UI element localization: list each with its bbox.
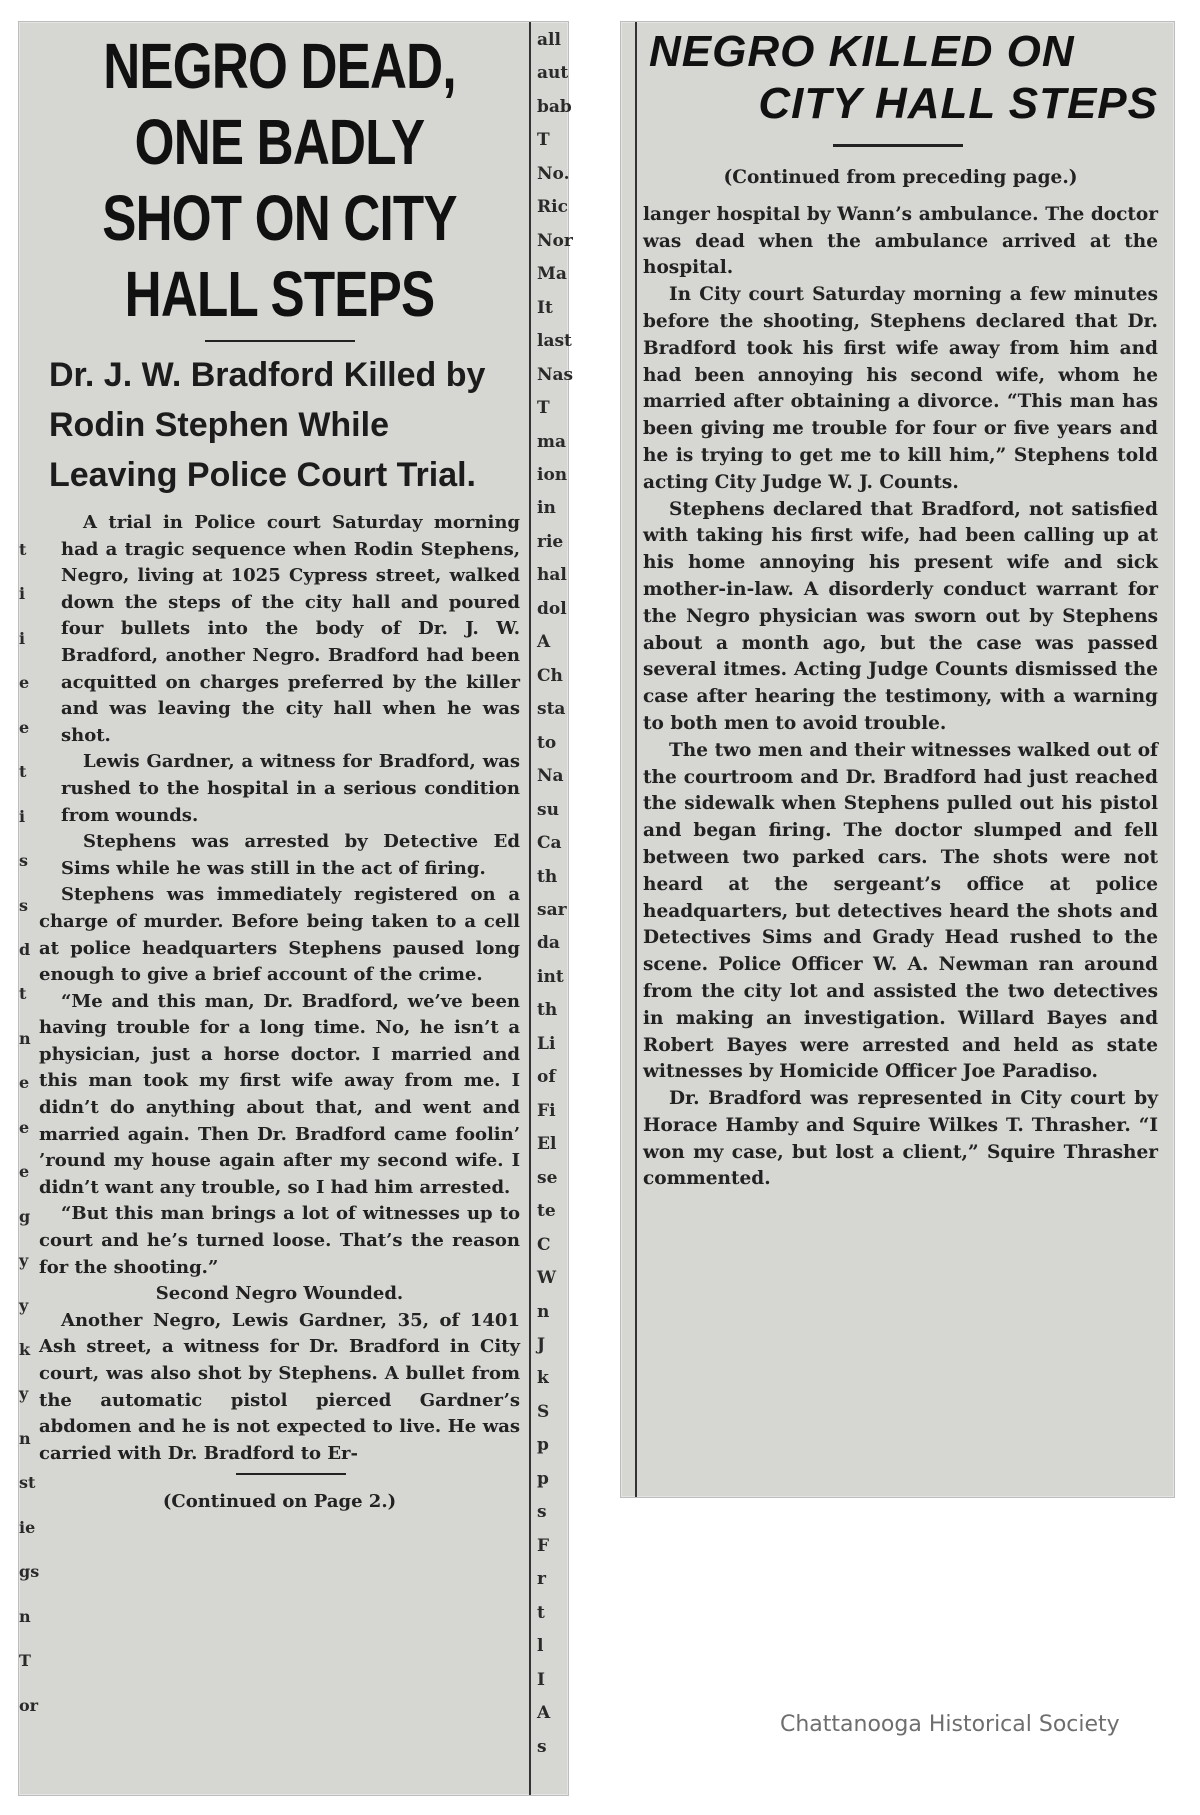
edge-fragment: n bbox=[537, 1301, 550, 1322]
edge-fragment: Ca bbox=[537, 833, 562, 854]
edge-fragment: te bbox=[537, 1201, 556, 1222]
continued-note: (Continued on Page 2.) bbox=[162, 1491, 397, 1513]
edge-fragment: Ma bbox=[537, 264, 567, 285]
right-headline-line-1: NEGRO KILLED ON bbox=[649, 27, 1075, 76]
edge-fragment: n bbox=[19, 1428, 31, 1448]
edge-fragment: s bbox=[19, 895, 29, 915]
right-paragraph: langer hospital by Wann’s ambulance. The doctor was dead when the ambulance arrived at the hospital. bbox=[643, 203, 1158, 279]
edge-fragment: to bbox=[537, 732, 557, 753]
edge-fragment: Fi bbox=[537, 1100, 556, 1121]
edge-fragment: sar bbox=[537, 900, 567, 920]
edge-fragment: It bbox=[537, 297, 553, 318]
edge-fragment: e bbox=[19, 1162, 30, 1182]
edge-fragment: bab bbox=[537, 96, 572, 117]
edge-fragment: Nas bbox=[537, 364, 574, 385]
edge-fragment: T bbox=[19, 1651, 31, 1671]
edge-fragment: se bbox=[537, 1167, 558, 1188]
edge-fragment: p bbox=[537, 1435, 549, 1456]
edge-fragment: sta bbox=[537, 699, 566, 720]
right-paragraph: In City court Saturday morning a few minutes before the shooting, Stephens declared that Dr. Bradford took his first wife away from him and had been annoying his second wife, whom he married after obtaining a divorce. “This man has been giving me trouble for four or five years and he is trying to get me to kill him,” Stephens told acting City Judge W. J. Counts. bbox=[643, 284, 1158, 493]
edge-fragment: i bbox=[19, 584, 26, 604]
right-neighbor-column-fragments bbox=[533, 22, 574, 1795]
left-paragraph: Stephens was arrested by Detective Ed Sims while he was still in the act of firing. bbox=[61, 831, 520, 879]
edge-fragment: T bbox=[537, 398, 550, 419]
edge-fragment: I bbox=[537, 1669, 545, 1690]
right-paragraph: The two men and their witnesses walked out of the courtroom and Dr. Bradford had just reached the sidewalk when Stephens pulled out his pistol and began firing. The doctor slumped and fell between two parked cars. The shots were not heard at the sergeant’s office at police headquarters, but detectives heard the shots and Detectives Sims and Grady Head rushed to the scene. Police Officer W. A. Newman ran around from the city lot and assisted the two detectives in making an investigation. Willard Bayes and Robert Bayes were arrested and held as state witnesses by Homicide Officer Joe Paradiso. bbox=[643, 739, 1158, 1083]
edge-fragment: s bbox=[537, 1502, 547, 1523]
edge-fragment: Na bbox=[537, 766, 564, 787]
left-story-body bbox=[39, 510, 520, 1516]
left-neighbor-column-fragments bbox=[19, 22, 40, 1795]
right-paragraph: Dr. Bradford was represented in City court by Horace Hamby and Squire Wilkes T. Thrasher. “I won my case, but lost a client,” Squire Thrasher commented. bbox=[643, 1088, 1158, 1190]
edge-fragment: El bbox=[537, 1134, 557, 1155]
edge-fragment: last bbox=[537, 331, 572, 352]
edge-fragment: s bbox=[19, 851, 29, 871]
edge-fragment: No. bbox=[537, 163, 570, 184]
edge-fragment: Nor bbox=[537, 230, 573, 251]
right-headline-line-2: CITY HALL STEPS bbox=[758, 79, 1158, 128]
left-clipping bbox=[18, 21, 574, 1796]
edge-fragment: i bbox=[19, 628, 26, 648]
edge-fragment: e bbox=[19, 1073, 30, 1093]
left-paragraph: Stephens was immediately registered on a charge of murder. Before being taken to a cell at police headquarters Stephens paused long enough to give a brief account of the crime. bbox=[39, 884, 520, 986]
headline-divider bbox=[205, 340, 355, 342]
left-paragraph: A trial in Police court Saturday morning had a tragic sequence when Rodin Stephens, Negro, living at 1025 Cypress street, walked down the steps of the city hall and poured four bullets into the body of Dr. J. W. Bradford, another Negro. Bradford had been acquitted on charges preferred by the killer and was leaving the city hall when he was shot. bbox=[61, 512, 520, 746]
edge-fragment: th bbox=[537, 1000, 558, 1021]
edge-fragment: t bbox=[19, 762, 27, 782]
edge-fragment: S bbox=[537, 1401, 550, 1422]
edge-fragment: st bbox=[19, 1473, 36, 1493]
edge-fragment: n bbox=[19, 1028, 31, 1048]
edge-fragment: J bbox=[537, 1335, 546, 1355]
edge-fragment: hal bbox=[537, 565, 567, 586]
edge-fragment: da bbox=[537, 933, 560, 954]
edge-fragment: y bbox=[19, 1251, 29, 1271]
edge-fragment: th bbox=[537, 866, 558, 887]
edge-fragment: Li bbox=[537, 1033, 556, 1054]
column-rule bbox=[635, 22, 637, 1497]
column-rule bbox=[529, 22, 531, 1795]
edge-fragment: aut bbox=[537, 63, 569, 84]
headline-divider bbox=[833, 144, 963, 147]
edge-fragment: dol bbox=[537, 598, 567, 619]
right-clipping bbox=[620, 21, 1175, 1498]
right-paragraph: Stephens declared that Bradford, not satisfied with taking his first wife, had been calling up at his home annoying his present wife and sick mother-in-law. A disorderly conduct warrant for the Negro physician was sworn out by Stephens about a month ago, but the case was passed several itmes. Acting Judge Counts dismissed the case after hearing the testimony, with a warning to both men to avoid trouble. bbox=[643, 498, 1158, 734]
edge-fragment: l bbox=[537, 1636, 544, 1657]
edge-fragment: t bbox=[19, 984, 27, 1004]
edge-fragment: e bbox=[19, 717, 30, 737]
edge-fragment: W bbox=[537, 1268, 557, 1289]
edge-fragment: all bbox=[537, 30, 561, 50]
right-story-body bbox=[643, 165, 1158, 1193]
edge-fragment: ion bbox=[537, 465, 568, 485]
edge-fragment: Ch bbox=[537, 665, 563, 686]
left-paragraph: Lewis Gardner, a witness for Bradford, was rushed to the hospital in a serious condition from wounds. bbox=[61, 751, 520, 826]
edge-fragment: k bbox=[537, 1368, 549, 1389]
left-deck: Dr. J. W. Bradford Killed by Rodin Stephen While Leaving Police Court Trial. bbox=[49, 356, 486, 494]
left-paragraph: “But this man brings a lot of witnesses up to court and he’s turned loose. That’s the reason for the shooting.” bbox=[39, 1203, 520, 1278]
edge-fragment: e bbox=[19, 1117, 30, 1137]
left-article bbox=[31, 22, 528, 1795]
left-paragraph: “Me and this man, Dr. Bradford, we’ve been having trouble for a long time. No, he isn’t a physician, just a horse doctor. I married and this man took my first wife away from me. I didn’t do anything about that, and went and married again. Then Dr. Bradford came foolin’ ’round my house again after my second wife. I didn’t want any trouble, so I had him arrested. bbox=[39, 990, 520, 1198]
edge-fragment: i bbox=[19, 806, 26, 826]
continued-from-note: (Continued from preceding page.) bbox=[723, 167, 1078, 188]
edge-fragment: Ric bbox=[537, 197, 568, 218]
right-headline bbox=[649, 26, 1164, 130]
edge-fragment: g bbox=[19, 1206, 31, 1226]
edge-fragment: r bbox=[537, 1569, 546, 1590]
image-credit: Chattanooga Historical Society bbox=[780, 1712, 1120, 1737]
edge-fragment: ie bbox=[19, 1517, 36, 1537]
edge-fragment: A bbox=[537, 1703, 551, 1724]
edge-fragment: s bbox=[537, 1736, 547, 1757]
edge-fragment: y bbox=[19, 1384, 29, 1404]
edge-fragment: F bbox=[537, 1535, 550, 1556]
edge-fragment: of bbox=[537, 1067, 556, 1088]
edge-fragment: T bbox=[537, 130, 550, 151]
edge-fragment: ma bbox=[537, 431, 567, 452]
edge-fragment: e bbox=[19, 673, 30, 693]
edge-fragment: rie bbox=[537, 531, 564, 552]
continued-divider bbox=[236, 1473, 346, 1475]
left-headline: NEGRO DEAD, ONE BADLY SHOT ON CITY HALL STEPS bbox=[102, 30, 457, 330]
edge-fragment: d bbox=[19, 940, 31, 959]
edge-fragment: k bbox=[19, 1340, 31, 1359]
edge-fragment: A bbox=[537, 632, 551, 653]
edge-fragment: su bbox=[537, 799, 559, 820]
edge-fragment: n bbox=[19, 1606, 31, 1626]
left-subhead: Second Negro Wounded. bbox=[155, 1283, 404, 1305]
edge-fragment: t bbox=[19, 540, 27, 559]
edge-fragment: C bbox=[537, 1234, 551, 1255]
edge-fragment: p bbox=[537, 1468, 549, 1489]
edge-fragment: gs bbox=[19, 1562, 40, 1582]
edge-fragment: t bbox=[537, 1602, 545, 1623]
edge-fragment: y bbox=[19, 1295, 29, 1315]
edge-fragment: in bbox=[537, 498, 556, 519]
edge-fragment: or bbox=[19, 1695, 39, 1715]
edge-fragment: int bbox=[537, 966, 564, 987]
left-paragraph: Another Negro, Lewis Gardner, 35, of 1401 Ash street, a witness for Dr. Bradford in City court, was also shot by Stephens. A bullet from the automatic pistol pierced Gardner’s abdomen and he is not expected to live. He was carried with Dr. Bradford to Er- bbox=[39, 1309, 520, 1464]
